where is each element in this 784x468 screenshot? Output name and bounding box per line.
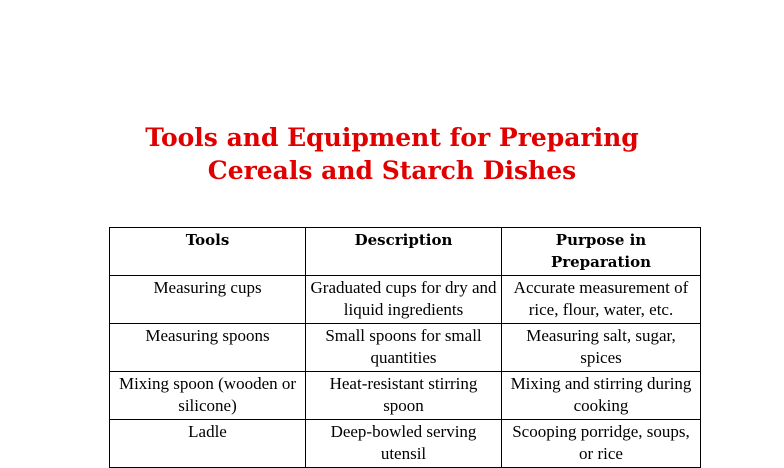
cell-purpose: Mixing and stirring during cooking xyxy=(502,372,701,420)
tools-table xyxy=(109,227,701,468)
header-description: Description xyxy=(306,228,502,276)
cell-tool: Ladle xyxy=(110,420,306,468)
document-title xyxy=(0,121,784,187)
table-row xyxy=(110,276,701,324)
cell-description: Graduated cups for dry and liquid ingredients xyxy=(306,276,502,324)
cell-tool: Measuring spoons xyxy=(110,324,306,372)
cell-description: Heat-resistant stirring spoon xyxy=(306,372,502,420)
title-line-2: Cereals and Starch Dishes xyxy=(207,156,577,185)
table-header-row xyxy=(110,228,701,276)
cell-purpose: Measuring salt, sugar, spices xyxy=(502,324,701,372)
title-line-1: Tools and Equipment for Preparing xyxy=(145,123,639,152)
table-row xyxy=(110,372,701,420)
table-row xyxy=(110,420,701,468)
cell-description: Deep-bowled serving utensil xyxy=(306,420,502,468)
cell-purpose: Accurate measurement of rice, flour, water, etc. xyxy=(502,276,701,324)
cell-tool: Mixing spoon (wooden or silicone) xyxy=(110,372,306,420)
header-tools: Tools xyxy=(110,228,306,276)
cell-tool: Measuring cups xyxy=(110,276,306,324)
header-purpose: Purpose in Preparation xyxy=(502,228,701,276)
table-row xyxy=(110,324,701,372)
cell-description: Small spoons for small quantities xyxy=(306,324,502,372)
cell-purpose: Scooping porridge, soups, or rice xyxy=(502,420,701,468)
